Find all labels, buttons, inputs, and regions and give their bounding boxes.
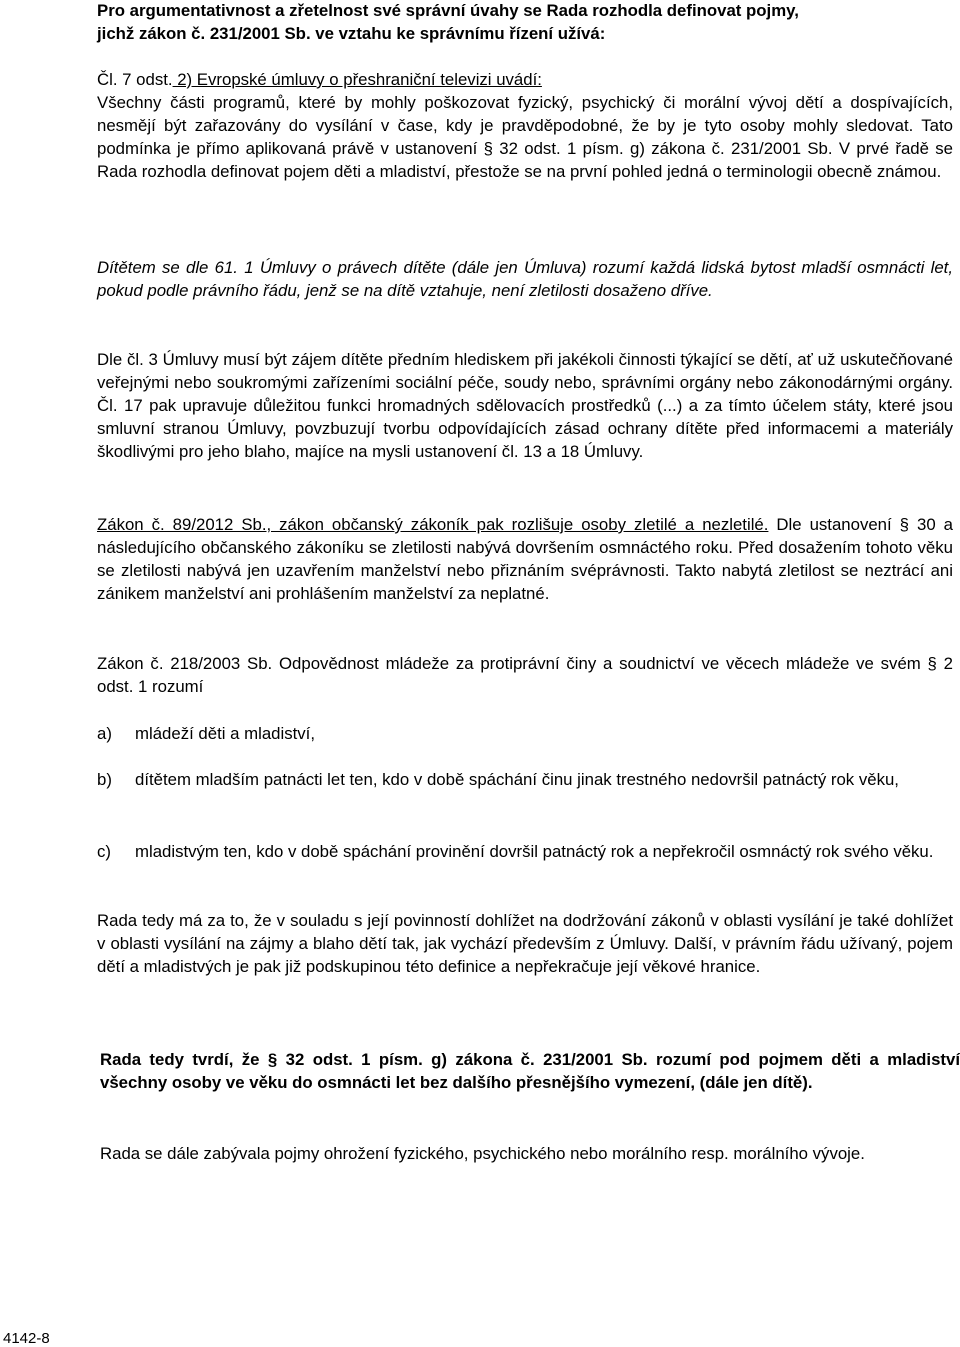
intro-heading-line2: jichž zákon č. 231/2001 Sb. ve vztahu ke správnímu řízení užívá: — [97, 24, 606, 43]
paragraph-child-interest: Dle čl. 3 Úmluvy musí být zájem dítěte předním hlediskem při jakékoli činnosti týkající se dětí, ať už uskutečňované veřejnými nebo soukromými zařízeními sociální péče, soudy nebo, správními orgány nebo zákonodárnými orgány. Čl. 17 pak upravuje důležitou funkci hromadných sdělovacích prostředků (...) a za tímto účelem státy, které jsou smluvní stranou Úmluvy, povzbuzují tvorbu odpovídajících zásad ochrany dítěte před informacemi a materiály škodlivými pro jeho blaho, majíce na mysli ustanovení čl. 13 a 18 Úmluvy. — [97, 350, 953, 461]
intro-heading-line1: Pro argumentativnost a zřetelnost své správní úvahy se Rada rozhodla definovat pojmy, — [97, 1, 799, 20]
list-marker: c) — [97, 842, 111, 861]
list-marker: a) — [97, 724, 112, 743]
civil-code-text: Dle ustanovení § 30 a následujícího občanského zákoníku se zletilosti nabývá dovršením osmnáctého roku. Před dosažením tohoto věku se zletilosti nabývá jen uzavřením manželství nebo přiznáním svéprávnosti. Takto nabytá zletilost se neztrácí ani zánikem manželství ani prohlášením manželství za neplatné. — [97, 515, 953, 603]
list-text: dítětem mladším patnácti let ten, kdo v době spáchání činu jinak trestného nedovršil patnáctý rok věku, — [135, 770, 899, 789]
paragraph-convention — [97, 68, 953, 183]
intro-heading — [97, 0, 953, 45]
paragraph-civil-code — [97, 513, 953, 605]
convention-quote: Všechny části programů, které by mohly poškozovat fyzický, psychický či morální vývoj dětí a dospívajících, nesmějí být zařazovány do vysílání v čase, kdy je pravděpodobné, že by je tyto osoby mohly sledovat. — [97, 93, 953, 135]
list-text: mládeží děti a mladiství, — [135, 724, 316, 743]
paragraph-youth-law: Zákon č. 218/2003 Sb. Odpovědnost mládeže za protiprávní činy a soudnictví ve věcech mládeže ve svém § 2 odst. 1 rozumí — [97, 654, 953, 696]
list-item — [97, 840, 953, 863]
convention-application: Tato podmínka je přímo aplikovaná právě v ustanovení § 32 odst. 1 písm. g) zákona č. 231/2001 Sb. — [97, 116, 953, 158]
civil-code-reference: Zákon č. 89/2012 Sb., zákon občanský zákoník pak rozlišuje osoby zletilé a nezletilé. — [97, 515, 769, 534]
list-marker: b) — [97, 770, 112, 789]
convention-reference: 2) Evropské úmluvy o přeshraniční televizi uvádí: — [172, 70, 542, 89]
page-footer-id: 4142-8 — [3, 1330, 50, 1347]
paragraph-council-conclusion: Rada tedy má za to, že v souladu s její povinností dohlížet na dodržování zákonů v oblasti vysílání je také dohlížet v oblasti vysílání na zájmy a blaho dětí tak, jak vychází především z Úmluvy. Další, v právním řádu užívaný, pojem dětí a mladistvých je pak již podskupinou této definice a nepřekračuje její věkové hranice. — [97, 911, 953, 976]
convention-article: Čl. 7 odst. — [97, 70, 173, 89]
list-text: mladistvým ten, kdo v době spáchání provinění dovršil patnáctý rok a nepřekročil osmnáctý rok svého věku. — [135, 842, 934, 861]
list-item — [97, 722, 953, 745]
paragraph-child-definition: Dítětem se dle 61. 1 Úmluvy o právech dítěte (dále jen Úmluva) rozumí každá lidská bytost mladší osmnácti let, pokud podle právního řádu, jenž se na dítě vztahuje, není zletilosti dosaženo dříve. — [97, 258, 953, 300]
paragraph-further-terms: Rada se dále zabývala pojmy ohrožení fyzického, psychického nebo morálního resp. morálního vývoje. — [100, 1144, 865, 1163]
paragraph-council-statement: Rada tedy tvrdí, že § 32 odst. 1 písm. g) zákona č. 231/2001 Sb. rozumí pod pojmem děti a mladiství všechny osoby ve věku do osmnácti let bez dalšího přesnějšího vymezení, (dále jen dítě). — [100, 1050, 960, 1092]
convention-definition-intent: V prvé řadě se Rada rozhodla definovat pojem děti a mladiství, přestože se na první pohled jedná o terminologii obecně známou. — [97, 139, 953, 181]
list-item — [97, 768, 953, 791]
